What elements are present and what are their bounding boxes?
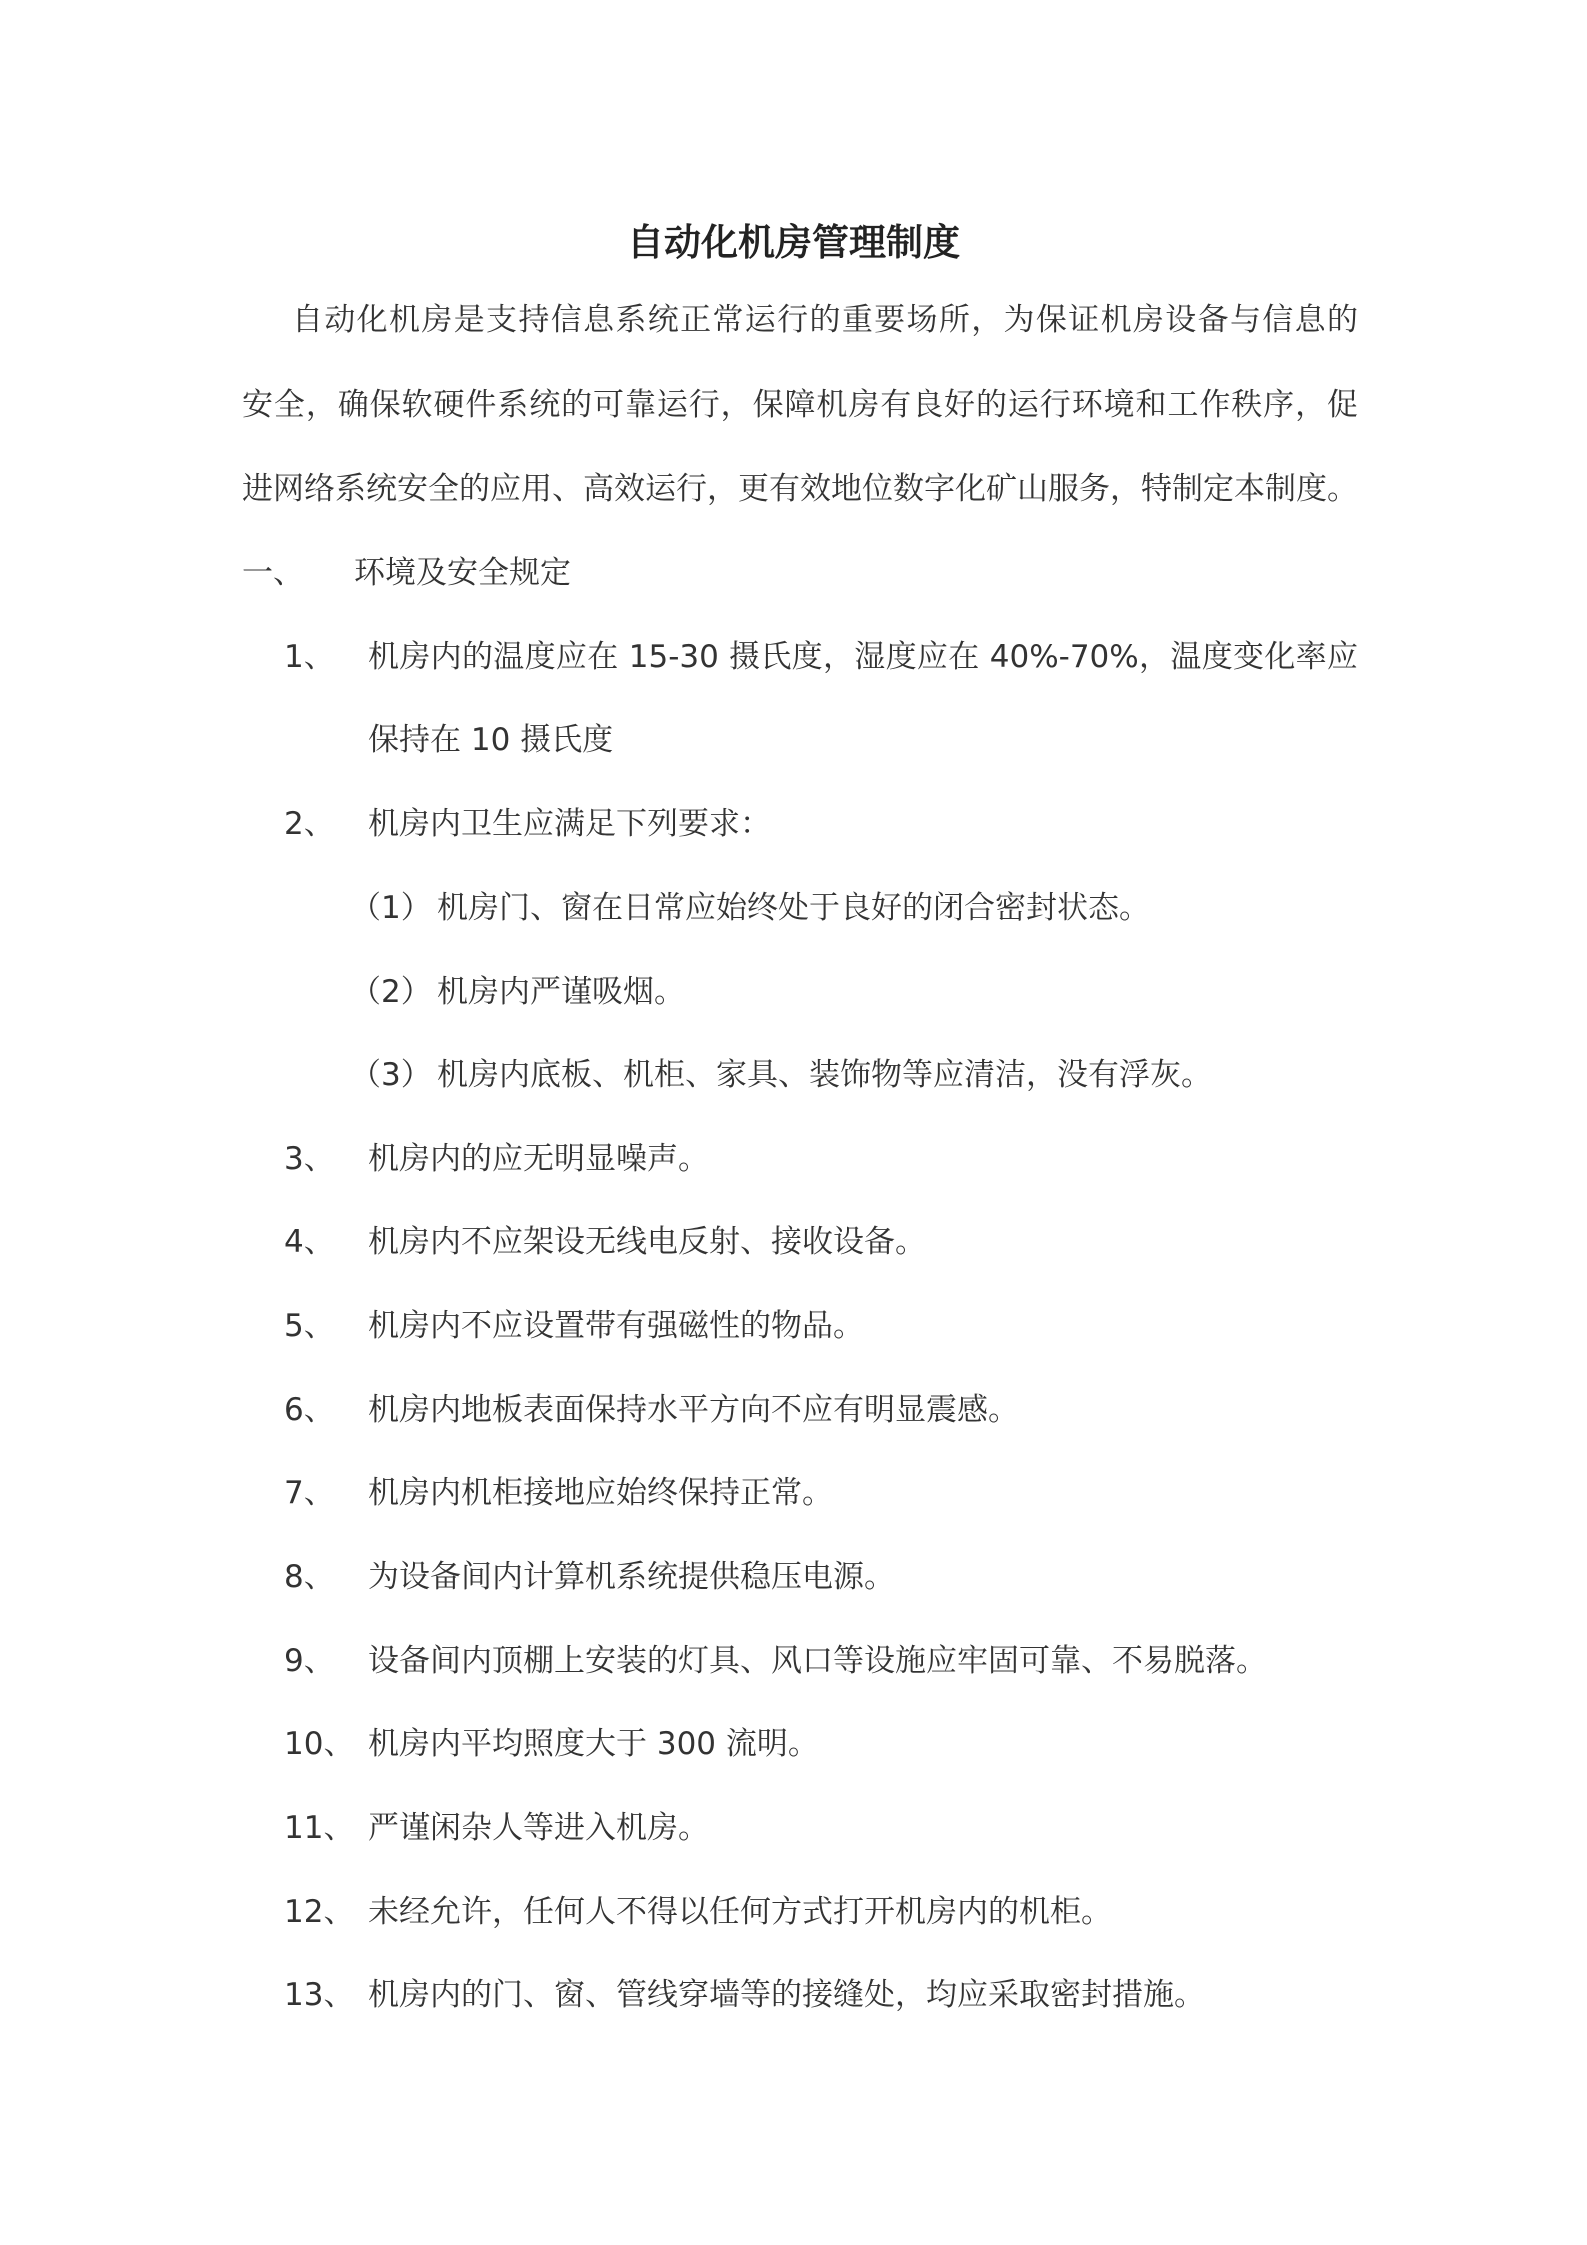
item-number: 8、 [284, 1559, 335, 1595]
item-number: 11、 [284, 1810, 355, 1846]
item-text: 机房内的温度应在 15-30 摄氏度，湿度应在 40%-70%，温度变化率应 [368, 639, 1358, 675]
item-number: 2、 [284, 806, 335, 842]
document-title: 自动化机房管理制度 [627, 221, 960, 264]
item-text: 机房内地板表面保持水平方向不应有明显震感。 [368, 1392, 1019, 1428]
subitem-number: （1） [350, 890, 432, 926]
item-text: 保持在 10 摄氏度 [368, 722, 614, 758]
intro-line: 自动化机房是支持信息系统正常运行的重要场所，为保证机房设备与信息的 [292, 302, 1358, 338]
subitem-text: 机房内底板、机柜、家具、装饰物等应清洁，没有浮灰。 [437, 1057, 1212, 1093]
section-heading: 环境及安全规定 [354, 555, 571, 591]
subitem-number: （2） [350, 974, 432, 1010]
item-text: 机房内的门、窗、管线穿墙等的接缝处，均应采取密封措施。 [368, 1977, 1205, 2013]
item-text: 未经允许，任何人不得以任何方式打开机房内的机柜。 [368, 1894, 1112, 1930]
item-text: 为设备间内计算机系统提供稳压电源。 [368, 1559, 895, 1595]
item-number: 1、 [284, 639, 335, 675]
item-text: 机房内机柜接地应始终保持正常。 [368, 1475, 833, 1511]
item-text: 机房内不应架设无线电反射、接收设备。 [368, 1224, 926, 1260]
subitem-text: 机房门、窗在日常应始终处于良好的闭合密封状态。 [437, 890, 1150, 926]
item-text: 机房内卫生应满足下列要求： [368, 806, 771, 842]
intro-line: 安全，确保软硬件系统的可靠运行，保障机房有良好的运行环境和工作秩序，促 [242, 387, 1358, 423]
section-number: 一、 [242, 555, 304, 591]
item-number: 5、 [284, 1308, 335, 1344]
item-number: 9、 [284, 1643, 335, 1679]
item-number: 4、 [284, 1224, 335, 1260]
subitem-number: （3） [350, 1057, 432, 1093]
item-number: 12、 [284, 1894, 355, 1930]
item-text: 机房内的应无明显噪声。 [368, 1141, 709, 1177]
item-number: 6、 [284, 1392, 335, 1428]
item-text: 设备间内顶棚上安装的灯具、风口等设施应牢固可靠、不易脱落。 [368, 1643, 1267, 1679]
item-number: 7、 [284, 1475, 335, 1511]
item-text: 严谨闲杂人等进入机房。 [368, 1810, 709, 1846]
item-text: 机房内不应设置带有强磁性的物品。 [368, 1308, 864, 1344]
item-number: 3、 [284, 1141, 335, 1177]
item-number: 10、 [284, 1726, 355, 1762]
subitem-text: 机房内严谨吸烟。 [437, 974, 685, 1010]
intro-line: 进网络系统安全的应用、高效运行，更有效地位数字化矿山服务，特制定本制度。 [242, 471, 1358, 507]
item-text: 机房内平均照度大于 300 流明。 [368, 1726, 819, 1762]
item-number: 13、 [284, 1977, 355, 2013]
